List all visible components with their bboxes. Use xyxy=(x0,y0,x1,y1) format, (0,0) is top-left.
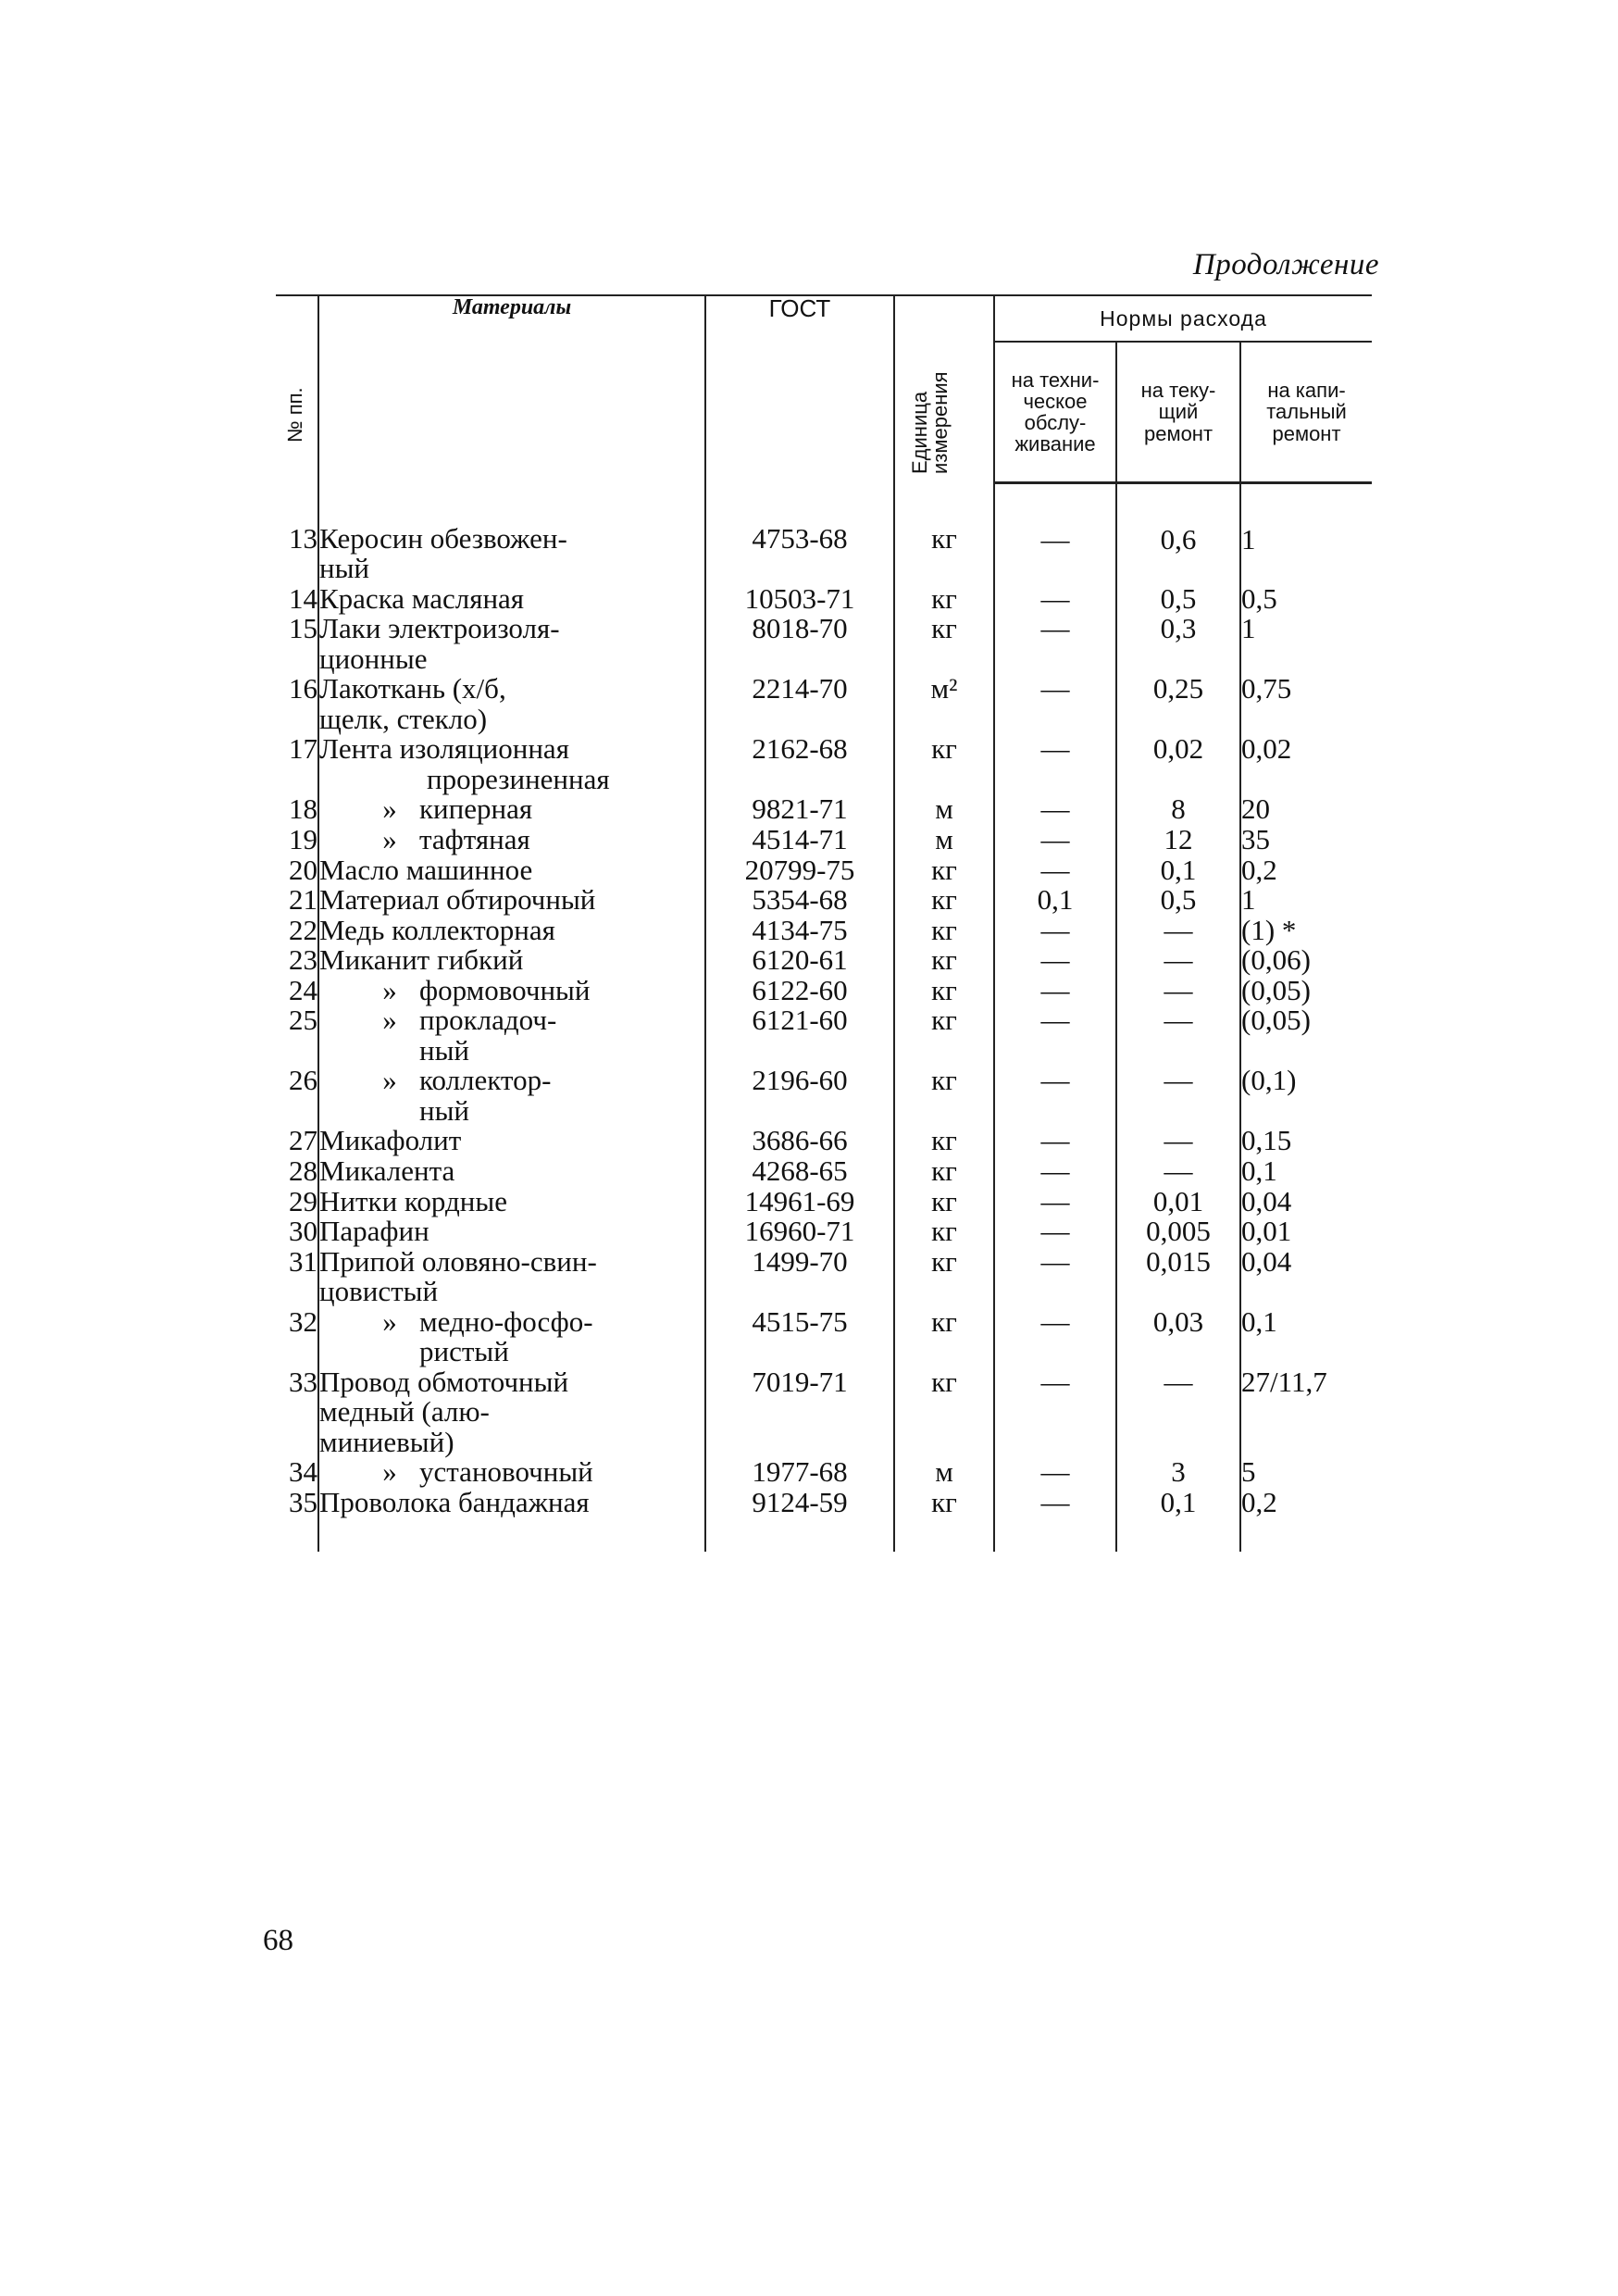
norm-capital-repair: 0,04 xyxy=(1240,1247,1372,1307)
unit: кг xyxy=(894,1126,994,1156)
material-line: Краска масляная xyxy=(319,581,525,615)
material-name xyxy=(318,483,705,584)
material-line: ристый xyxy=(419,1335,509,1368)
norm-capital-repair: 1 xyxy=(1240,614,1372,674)
gost-number: 4753-68 xyxy=(705,483,894,584)
header-unit xyxy=(894,295,994,483)
row-number: 22 xyxy=(289,913,317,946)
ditto-mark: » xyxy=(382,792,397,826)
unit: кг xyxy=(894,1307,994,1367)
norm-current-repair: 0,1 xyxy=(1116,1488,1240,1552)
material-line: цовистый xyxy=(319,1275,439,1308)
ditto-mark: » xyxy=(382,1304,397,1338)
material-name xyxy=(318,1217,705,1247)
material-line: установочный xyxy=(419,1455,593,1489)
norm-maintenance: — xyxy=(994,1126,1116,1156)
material-line: Микалента xyxy=(319,1154,455,1187)
norm-maintenance: — xyxy=(994,1066,1116,1126)
table-row xyxy=(276,734,1372,794)
unit: м xyxy=(894,825,994,855)
norm-current-repair: 0,01 xyxy=(1116,1187,1240,1217)
row-number: 30 xyxy=(289,1215,317,1248)
material-line: Медь коллекторная xyxy=(319,913,555,946)
unit: кг xyxy=(894,1005,994,1066)
norm-capital-repair: 0,5 xyxy=(1240,584,1372,615)
norm-maintenance: — xyxy=(994,1156,1116,1187)
row-number: 34 xyxy=(289,1455,317,1489)
norm-current-repair: — xyxy=(1116,1005,1240,1066)
unit: кг xyxy=(894,1488,994,1552)
table-row xyxy=(276,1005,1372,1066)
norm-capital-repair: 0,15 xyxy=(1240,1126,1372,1156)
row-number: 35 xyxy=(289,1486,317,1518)
norm-capital-repair: 0,75 xyxy=(1240,674,1372,734)
norm-maintenance: — xyxy=(994,674,1116,734)
gost-number: 9124-59 xyxy=(705,1488,894,1552)
material-line: Провод обмоточный xyxy=(319,1365,569,1398)
material-line: ный xyxy=(419,1033,470,1067)
table-row xyxy=(276,916,1372,946)
materials-norms-table xyxy=(276,294,1372,1552)
gost-number: 3686-66 xyxy=(705,1126,894,1156)
gost-number: 2214-70 xyxy=(705,674,894,734)
norm-current-repair: 0,5 xyxy=(1116,584,1240,615)
norm-maintenance: — xyxy=(994,855,1116,886)
material-line: медный (алю- xyxy=(319,1395,490,1429)
norm-capital-repair: 0,2 xyxy=(1240,1488,1372,1552)
norm-maintenance: — xyxy=(994,794,1116,825)
gost-number: 2196-60 xyxy=(705,1066,894,1126)
material-line: медно-фосфо- xyxy=(419,1304,593,1338)
norm-current-repair: 8 xyxy=(1116,794,1240,825)
material-name xyxy=(318,1126,705,1156)
norm-capital-repair: 35 xyxy=(1240,825,1372,855)
norm-current-repair: 0,25 xyxy=(1116,674,1240,734)
norm-current-repair: 3 xyxy=(1116,1457,1240,1488)
gost-number: 6121-60 xyxy=(705,1005,894,1066)
row-number: 29 xyxy=(289,1184,317,1217)
material-line: Лента изоляционная xyxy=(319,732,569,766)
unit: кг xyxy=(894,1187,994,1217)
material-name xyxy=(318,822,705,855)
norm-maintenance: — xyxy=(994,1005,1116,1066)
norm-capital-repair: 1 xyxy=(1240,483,1372,584)
material-line: ный xyxy=(319,552,370,585)
norm-current-repair: 0,02 xyxy=(1116,734,1240,794)
norm-maintenance: — xyxy=(994,1217,1116,1247)
norm-current-repair: 0,015 xyxy=(1116,1247,1240,1307)
row-number: 21 xyxy=(289,883,317,917)
norm-capital-repair: 0,02 xyxy=(1240,734,1372,794)
norm-maintenance: — xyxy=(994,1187,1116,1217)
material-line: Лаки электроизоля- xyxy=(319,612,560,645)
material-name xyxy=(318,581,705,615)
header-num-label: № пп. xyxy=(283,386,306,443)
table-row xyxy=(276,1488,1372,1552)
material-name xyxy=(318,1156,705,1187)
norm-capital-repair: 20 xyxy=(1240,794,1372,825)
norm-capital-repair: 1 xyxy=(1240,885,1372,916)
header-gost: ГОСТ xyxy=(705,295,894,483)
gost-number: 4515-75 xyxy=(705,1307,894,1367)
material-name xyxy=(318,674,705,734)
material-line: миниевый) xyxy=(319,1425,454,1458)
unit: кг xyxy=(894,916,994,946)
gost-number: 4268-65 xyxy=(705,1156,894,1187)
norm-maintenance: 0,1 xyxy=(994,885,1116,916)
row-number: 26 xyxy=(289,1064,317,1097)
norm-current-repair: 0,3 xyxy=(1116,614,1240,674)
norm-capital-repair: (1) * xyxy=(1240,916,1372,946)
table-row xyxy=(276,614,1372,674)
table-row xyxy=(276,1247,1372,1307)
norm-maintenance: — xyxy=(994,1488,1116,1552)
norm-maintenance: — xyxy=(994,483,1116,584)
row-number: 27 xyxy=(289,1124,317,1157)
row-number: 25 xyxy=(289,1004,317,1037)
ditto-mark: » xyxy=(382,1064,397,1097)
norm-current-repair: — xyxy=(1116,1367,1240,1458)
material-line: тафтяная xyxy=(419,822,530,855)
norm-capital-repair: (0,06) xyxy=(1240,945,1372,976)
material-name xyxy=(318,1184,705,1217)
material-name xyxy=(318,1304,705,1368)
norm-maintenance: — xyxy=(994,614,1116,674)
unit: кг xyxy=(894,614,994,674)
unit: кг xyxy=(894,885,994,916)
continuation-note: Продолжение xyxy=(1192,248,1379,281)
material-line: Припой оловяно-свин- xyxy=(319,1244,597,1278)
page-number: 68 xyxy=(263,1924,293,1957)
unit: кг xyxy=(894,1156,994,1187)
row-number: 15 xyxy=(289,612,317,645)
norm-capital-repair: 0,04 xyxy=(1240,1187,1372,1217)
material-name xyxy=(318,1488,705,1552)
material-name xyxy=(318,973,705,1006)
material-name xyxy=(318,1066,705,1126)
gost-number: 4514-71 xyxy=(705,825,894,855)
norm-capital-repair: 5 xyxy=(1240,1457,1372,1488)
material-name xyxy=(318,885,705,916)
norm-current-repair: — xyxy=(1116,945,1240,976)
table-row xyxy=(276,855,1372,886)
material-line: Лакоткань (х/б, xyxy=(319,672,506,705)
norm-current-repair: — xyxy=(1116,1126,1240,1156)
material-line: прорезиненная xyxy=(427,762,610,795)
norm-current-repair: 0,005 xyxy=(1116,1217,1240,1247)
unit: кг xyxy=(894,1217,994,1247)
norm-current-repair: 0,6 xyxy=(1116,483,1240,584)
norm-maintenance: — xyxy=(994,976,1116,1006)
row-number: 32 xyxy=(289,1304,317,1338)
norm-current-repair: 0,03 xyxy=(1116,1307,1240,1367)
norm-capital-repair: 0,1 xyxy=(1240,1156,1372,1187)
material-line: формовочный xyxy=(419,973,591,1006)
gost-number: 14961-69 xyxy=(705,1187,894,1217)
material-name xyxy=(318,945,705,976)
gost-number: 9821-71 xyxy=(705,794,894,825)
unit: кг xyxy=(894,1367,994,1458)
header-unit-label: Единица измерения xyxy=(908,370,952,474)
norm-current-repair: 0,1 xyxy=(1116,855,1240,886)
gost-number: 6120-61 xyxy=(705,945,894,976)
row-number: 16 xyxy=(289,672,317,705)
unit: кг xyxy=(894,945,994,976)
row-number: 14 xyxy=(289,581,317,615)
norm-capital-repair: 0,2 xyxy=(1240,855,1372,886)
header-current-repair: на теку- щий ремонт xyxy=(1116,342,1240,483)
gost-number: 4134-75 xyxy=(705,916,894,946)
table-row xyxy=(276,825,1372,855)
norm-current-repair: 12 xyxy=(1116,825,1240,855)
material-name xyxy=(318,794,705,825)
norm-maintenance: — xyxy=(994,1247,1116,1307)
table-row xyxy=(276,1217,1372,1247)
material-line: Материал обтирочный xyxy=(319,883,596,917)
norm-maintenance: — xyxy=(994,734,1116,794)
unit: кг xyxy=(894,734,994,794)
table-row xyxy=(276,584,1372,615)
material-line: ционные xyxy=(319,642,428,675)
norm-current-repair: — xyxy=(1116,916,1240,946)
gost-number: 2162-68 xyxy=(705,734,894,794)
norm-current-repair: — xyxy=(1116,1156,1240,1187)
gost-number: 6122-60 xyxy=(705,976,894,1006)
material-line: Нитки кордные xyxy=(319,1184,507,1217)
table-row xyxy=(276,945,1372,976)
material-line: Парафин xyxy=(319,1215,429,1248)
table-row xyxy=(276,1457,1372,1488)
unit: кг xyxy=(894,483,994,584)
table-row xyxy=(276,1187,1372,1217)
unit: кг xyxy=(894,976,994,1006)
norm-maintenance: — xyxy=(994,1367,1116,1458)
unit: кг xyxy=(894,855,994,886)
table-row xyxy=(276,1307,1372,1367)
header-num xyxy=(276,295,318,483)
unit: кг xyxy=(894,1247,994,1307)
table-row xyxy=(276,1126,1372,1156)
norm-capital-repair: 0,01 xyxy=(1240,1217,1372,1247)
material-line: прокладоч- xyxy=(419,1004,557,1037)
gost-number: 5354-68 xyxy=(705,885,894,916)
table-row xyxy=(276,1367,1372,1458)
norm-current-repair: — xyxy=(1116,1066,1240,1126)
row-number: 19 xyxy=(289,822,317,855)
header-norms: Нормы расхода xyxy=(994,295,1372,342)
unit: кг xyxy=(894,584,994,615)
material-name xyxy=(318,1244,705,1308)
unit: м xyxy=(894,794,994,825)
material-line: Миканит гибкий xyxy=(319,943,524,977)
row-number: 33 xyxy=(289,1365,317,1398)
material-line: киперная xyxy=(419,792,533,826)
material-line: Проволока бандажная xyxy=(319,1486,590,1518)
norm-capital-repair: (0,1) xyxy=(1240,1066,1372,1126)
table-row xyxy=(276,1156,1372,1187)
material-name xyxy=(318,913,705,946)
gost-number: 20799-75 xyxy=(705,855,894,886)
ditto-mark: » xyxy=(382,1455,397,1489)
material-line: Микафолит xyxy=(319,1124,462,1157)
norm-maintenance: — xyxy=(994,916,1116,946)
norm-maintenance: — xyxy=(994,584,1116,615)
row-number: 23 xyxy=(289,943,317,977)
unit: кг xyxy=(894,1066,994,1126)
row-number: 28 xyxy=(289,1154,317,1187)
table-row xyxy=(276,674,1372,734)
material-name xyxy=(318,855,705,886)
gost-number: 16960-71 xyxy=(705,1217,894,1247)
norm-capital-repair: 27/11,7 xyxy=(1240,1367,1372,1458)
unit: м xyxy=(894,1457,994,1488)
row-number: 13 xyxy=(289,521,317,555)
norm-maintenance: — xyxy=(994,945,1116,976)
norm-capital-repair: (0,05) xyxy=(1240,976,1372,1006)
gost-number: 7019-71 xyxy=(705,1367,894,1458)
table-row xyxy=(276,885,1372,916)
header-materials: Материалы xyxy=(318,295,705,483)
norm-current-repair: 0,5 xyxy=(1116,885,1240,916)
unit: м² xyxy=(894,674,994,734)
table-row xyxy=(276,794,1372,825)
row-number: 18 xyxy=(289,792,317,826)
gost-number: 10503-71 xyxy=(705,584,894,615)
table-row xyxy=(276,483,1372,584)
row-number: 20 xyxy=(289,853,317,886)
material-line: щелк, стекло) xyxy=(319,702,488,735)
gost-number: 1977-68 xyxy=(705,1457,894,1488)
table-row xyxy=(276,1066,1372,1126)
ditto-mark: » xyxy=(382,822,397,855)
row-number: 17 xyxy=(289,732,317,766)
material-line: Керосин обезвожен- xyxy=(319,521,567,555)
norm-maintenance: — xyxy=(994,1307,1116,1367)
material-name xyxy=(318,734,705,794)
gost-number: 1499-70 xyxy=(705,1247,894,1307)
norm-maintenance: — xyxy=(994,825,1116,855)
norm-current-repair: — xyxy=(1116,976,1240,1006)
header-maintenance: на техни- ческое обслу- живание xyxy=(994,342,1116,483)
material-line: Масло машинное xyxy=(319,853,533,886)
material-name xyxy=(318,1367,705,1458)
material-name xyxy=(318,1005,705,1066)
ditto-mark: » xyxy=(382,973,397,1006)
row-number: 31 xyxy=(289,1244,317,1278)
header-capital-repair: на капи- тальный ремонт xyxy=(1240,342,1372,483)
norm-maintenance: — xyxy=(994,1457,1116,1488)
material-line: ный xyxy=(419,1093,470,1127)
table-body xyxy=(276,483,1372,1552)
gost-number: 8018-70 xyxy=(705,614,894,674)
norm-capital-repair: (0,05) xyxy=(1240,1005,1372,1066)
material-name xyxy=(318,614,705,674)
table-row xyxy=(276,976,1372,1006)
ditto-mark: » xyxy=(382,1004,397,1037)
material-line: коллектор- xyxy=(419,1064,552,1097)
material-name xyxy=(318,1457,705,1488)
row-number: 24 xyxy=(289,973,317,1006)
norm-capital-repair: 0,1 xyxy=(1240,1307,1372,1367)
